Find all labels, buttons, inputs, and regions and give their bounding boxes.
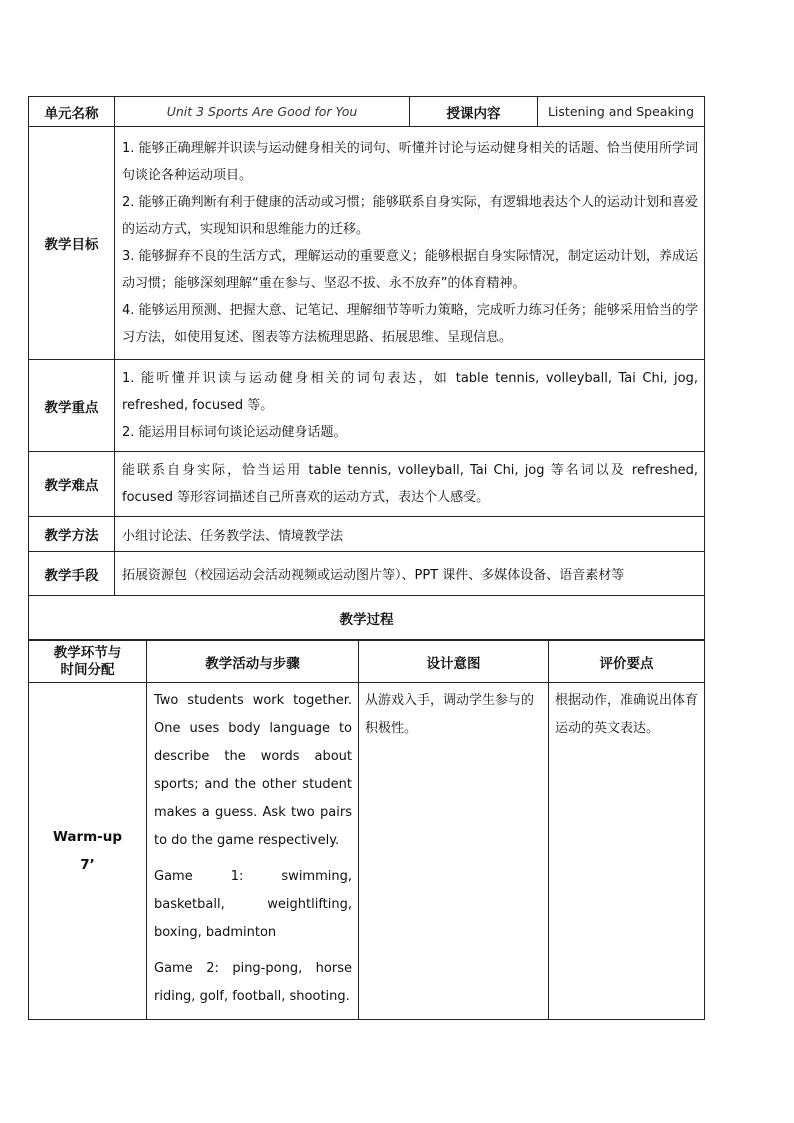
lesson-info-table xyxy=(28,96,705,640)
difficulties-text: 能联系自身实际，恰当运用 table tennis, volleyball, Tai Chi, jog 等名词以及 refreshed, focused 等形容词描述自己所喜欢的运动方式，表达个人感受。 xyxy=(115,452,705,517)
objective-item: 2. 能够正确判断有利于健康的活动或习惯；能够联系自身实际，有逻辑地表达个人的运动计划和喜爱的运动方式，实现知识和思维能力的迁移。 xyxy=(122,195,698,237)
warmup-intent: 从游戏入手，调动学生参与的积极性。 xyxy=(359,683,549,1020)
warmup-stage: Warm-up xyxy=(52,829,123,845)
warmup-step: Two students work together. One uses body language to describe the words about sports; and the other student makes a guess. Ask two pairs to do the game respectively. xyxy=(154,693,352,848)
methods-label: 教学方法 xyxy=(29,517,115,552)
process-title: 教学过程 xyxy=(29,596,705,640)
means-label: 教学手段 xyxy=(29,552,115,596)
unit-title: Unit 3 Sports Are Good for You xyxy=(115,97,410,127)
warmup-step: Game 2: ping-pong, horse riding, golf, football, shooting. xyxy=(154,961,352,1004)
unit-row xyxy=(29,97,705,127)
difficulties-label: 教学难点 xyxy=(29,452,115,517)
objective-item: 1. 能够正确理解并识读与运动健身相关的词句、听懂并讨论与运动健身相关的话题、恰当使用所学词句谈论各种运动项目。 xyxy=(122,141,698,183)
means-row xyxy=(29,552,705,596)
column-header-stage: 教学环节与 时间分配 xyxy=(29,641,147,683)
unit-label: 单元名称 xyxy=(29,97,115,127)
warmup-stage-cell xyxy=(29,683,147,1020)
key-points-row xyxy=(29,360,705,452)
warmup-evaluation: 根据动作，准确说出体育运动的英文表达。 xyxy=(549,683,705,1020)
column-header-intent: 设计意图 xyxy=(359,641,549,683)
methods-row xyxy=(29,517,705,552)
objectives-label: 教学目标 xyxy=(29,127,115,360)
methods-text: 小组讨论法、任务教学法、情境教学法 xyxy=(115,517,705,552)
process-table xyxy=(28,640,705,1020)
content-label: 授课内容 xyxy=(410,97,538,127)
objectives-row xyxy=(29,127,705,360)
key-point-item: 2. 能运用目标词句谈论运动健身话题。 xyxy=(122,425,347,440)
warmup-time: 7’ xyxy=(80,857,95,873)
key-points-label: 教学重点 xyxy=(29,360,115,452)
warmup-steps xyxy=(147,683,359,1020)
objective-item: 4. 能够运用预测、把握大意、记笔记、理解细节等听力策略，完成听力练习任务；能够采用恰当的学习方法，如使用复述、图表等方法梳理思路、拓展思维、呈现信息。 xyxy=(122,303,698,345)
process-title-row xyxy=(29,596,705,640)
column-header-evaluation: 评价要点 xyxy=(549,641,705,683)
objectives-text xyxy=(115,127,705,360)
difficulties-row xyxy=(29,452,705,517)
means-text: 拓展资源包（校园运动会活动视频或运动图片等）、PPT 课件、多媒体设备、语音素材等 xyxy=(115,552,705,596)
column-header-activities: 教学活动与步骤 xyxy=(147,641,359,683)
key-points-text xyxy=(115,360,705,452)
content-value: Listening and Speaking xyxy=(538,97,705,127)
process-header-row xyxy=(29,641,705,683)
warmup-row xyxy=(29,683,705,1020)
objective-item: 3. 能够摒弃不良的生活方式，理解运动的重要意义；能够根据自身实际情况，制定运动计划，养成运动习惯；能够深刻理解“重在参与、坚忍不拔、永不放弃”的体育精神。 xyxy=(122,249,698,291)
key-point-item: 1. 能听懂并识读与运动健身相关的词句表达，如 table tennis, volleyball, Tai Chi, jog, refreshed, focused 等。 xyxy=(122,371,698,413)
warmup-step: Game 1: swimming, basketball, weightlifting, boxing, badminton xyxy=(154,869,352,940)
